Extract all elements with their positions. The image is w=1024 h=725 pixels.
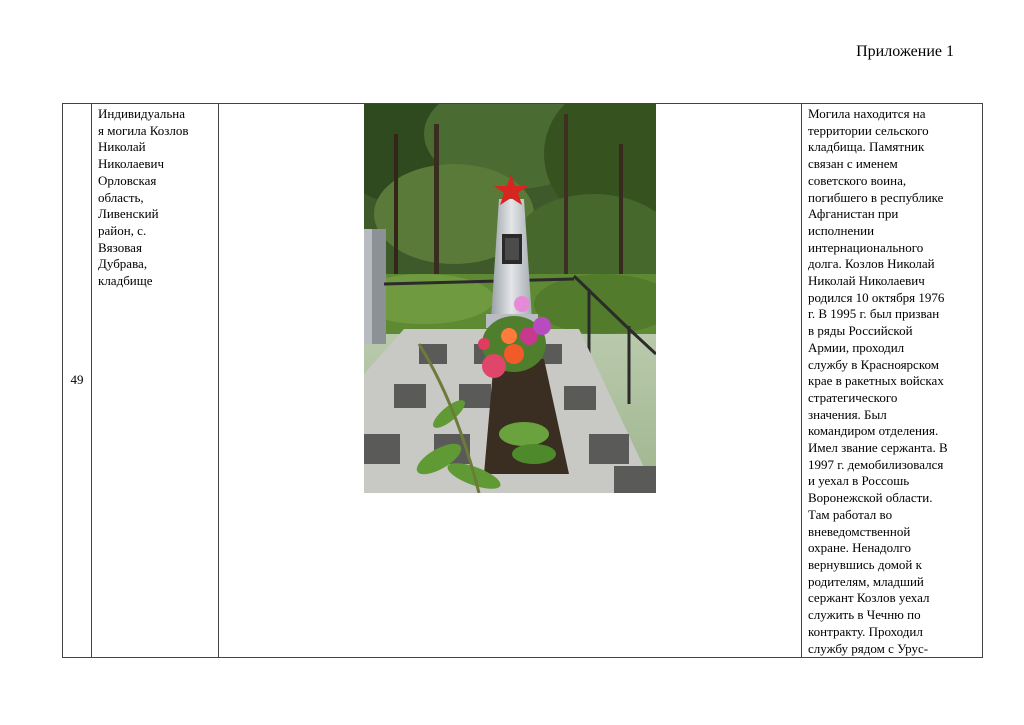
memorial-table <box>62 103 983 658</box>
row-number: 49 <box>63 104 92 658</box>
appendix-label: Приложение 1 <box>856 43 954 60</box>
description-cell <box>802 104 983 658</box>
grave-monument-photo <box>364 104 656 493</box>
grave-name-cell <box>92 104 219 658</box>
grave-description: Могила находится на территории сельского кладбища. Памятник связан с именем советского воина, погибшего в республике Афганистан при исполнении интернационального долга. Козлов Николай Николай Николаевич родился 10 октября 1976 г. В 1995 г. был призван в ряды Российской Армии, проходил службу в Красноярском крае в ракетных войсках стратегического значения. Был командиром отделения. Имел звание сержанта. В 1997 г. демобилизовался и уехал в Россошь Воронежской области. Там работал во вневедомственной охране. Ненадолго вернувшись домой к родителям, младший сержант Козлов уехал служить в Чечню по контракту. Проходил службу рядом с Урус- <box>808 106 948 656</box>
photo-cell <box>219 104 802 658</box>
table-row <box>63 104 983 658</box>
grave-name: Индивидуальна я могила Козлов Николай Николаевич Орловская область, Ливенский район, с. Вязовая Дубрава, кладбище <box>98 106 189 289</box>
